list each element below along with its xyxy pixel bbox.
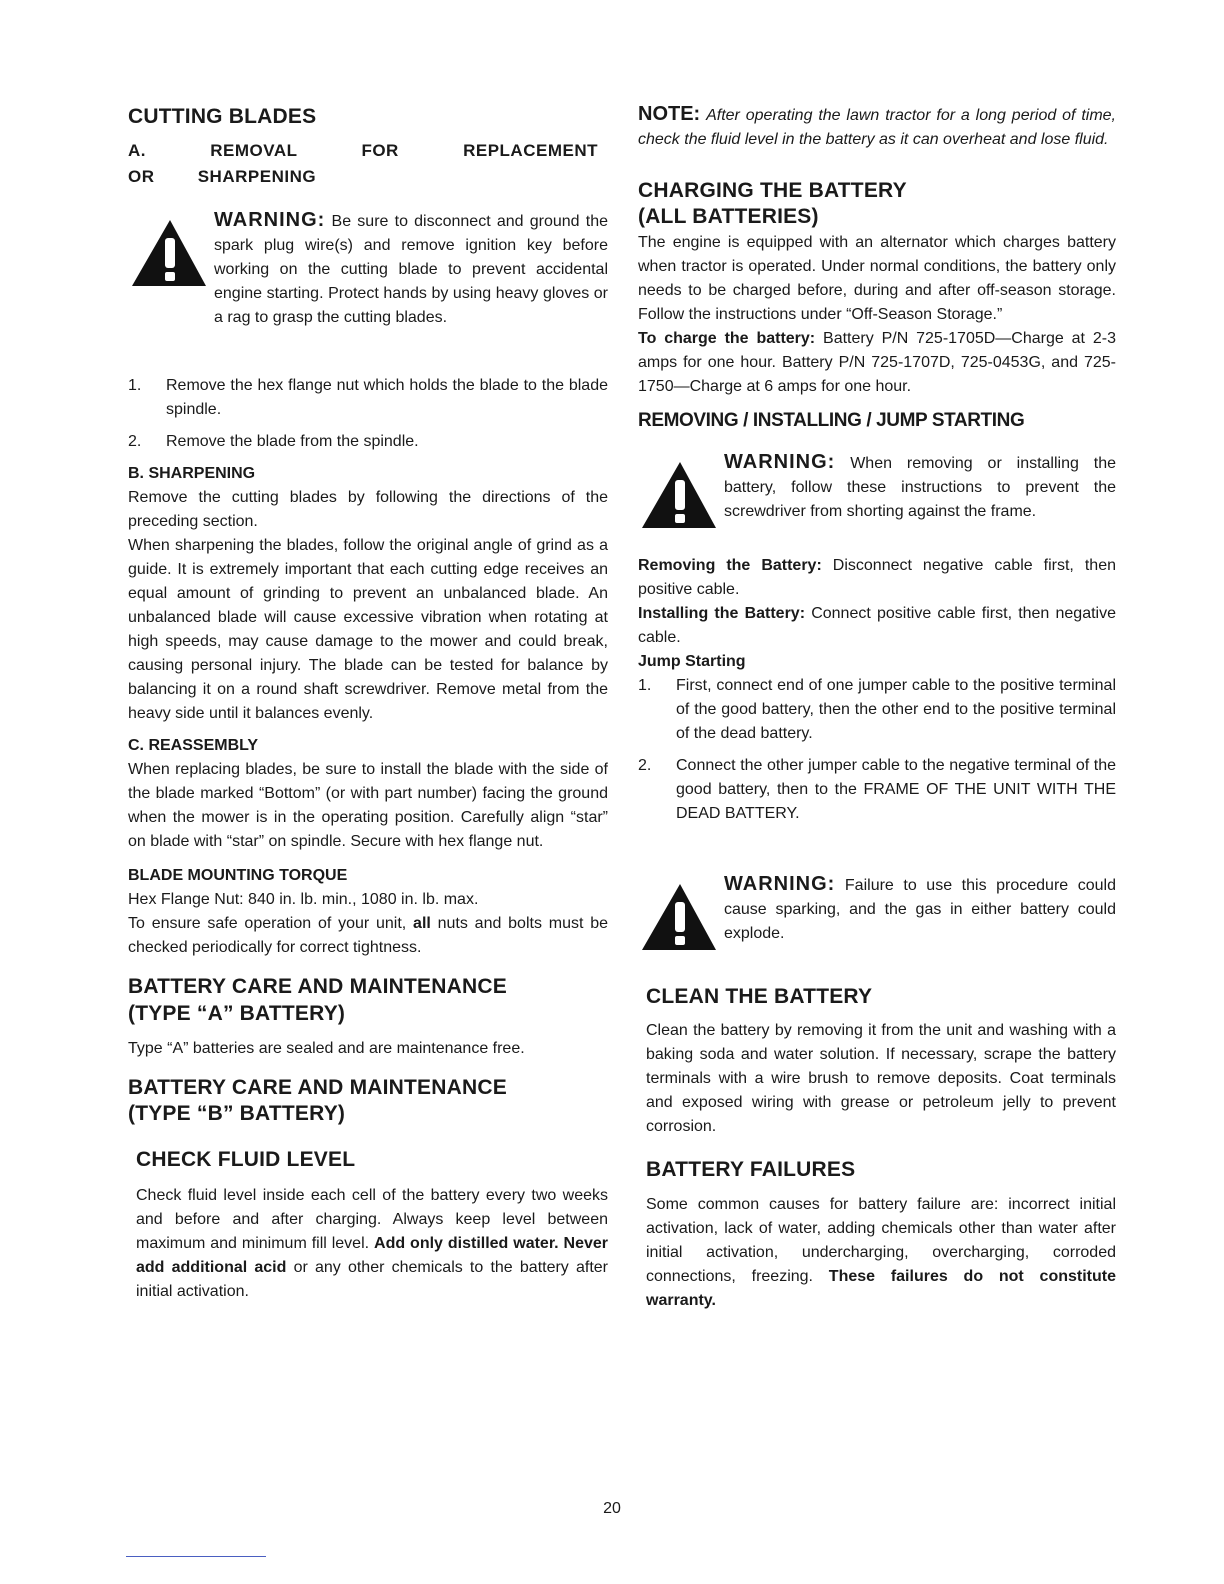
note-block (638, 102, 1116, 152)
removing-battery: Removing the Battery: Disconnect negative cable first, then positive cable. (638, 557, 1116, 599)
list-item: 1. First, connect end of one jumper cable to the positive terminal of the good battery, then the other end to the positive terminal of the dead battery. (638, 677, 1116, 743)
battery-a-text: Type “A” batteries are sealed and are maintenance free. (128, 1039, 525, 1057)
failures-text: Some common causes for battery failure are: incorrect initial activation, lack of water, adding chemicals other than water after initial activation, undercharging, overcharging, corroded connections, freezing. These failures do not constitute warranty. (646, 1195, 1116, 1309)
list-item: 2. Remove the blade from the spindle. (128, 433, 419, 451)
page-number: 20 (603, 1500, 621, 1517)
warning-text: Failure to use this procedure could cause sparking, and the gas in either battery could explode. (724, 877, 1116, 943)
torque-value: Hex Flange Nut: 840 in. lb. min., 1080 in. lb. max. (128, 891, 479, 909)
jump-starting-heading: Jump Starting (638, 653, 746, 671)
installing-battery: Installing the Battery: Connect positive cable first, then negative cable. (638, 605, 1116, 647)
check-fluid-title: CHECK FLUID LEVEL (136, 1148, 356, 1172)
note-label: NOTE: (638, 103, 701, 125)
warning-block-explosion (638, 872, 1116, 952)
warning-label: WARNING: (724, 873, 836, 896)
list-item: 1. Remove the hex flange nut which holds the blade to the blade spindle. (128, 377, 608, 419)
note-text: After operating the lawn tractor for a long period of time, check the fluid level in the battery as it can overheat and lose fluid. (638, 107, 1117, 148)
battery-a-title: BATTERY CARE AND MAINTENANCE (TYPE “A” BATTERY) (128, 975, 507, 1025)
clean-battery-title: CLEAN THE BATTERY (646, 985, 873, 1009)
reassembly-heading: C. REASSEMBLY (128, 737, 259, 755)
fluid-text: Check fluid level inside each cell of the battery every two weeks and before and after charging. Always keep level between maximum and minimum fill level. Add only distilled water. Never add additional acid or any other chemicals to the battery after initial activation. (136, 1186, 609, 1300)
torque-heading: BLADE MOUNTING TORQUE (128, 867, 348, 885)
right-column (638, 102, 1116, 1313)
charging-text: The engine is equipped with an alternator which charges battery when tractor is operated. Under normal conditions, the battery only needs to be charged before, during and after off-season storage. Follow the instructions under “Off-Season Storage.” (638, 233, 1116, 323)
cutting-blades-title: CUTTING BLADES (128, 105, 317, 128)
warning-text: Be sure to disconnect and ground the spark plug wire(s) and remove ignition key before working on the cutting blade to prevent accidental engine starting. Protect hands by using heavy gloves or a rag to grasp the cutting blades. (214, 213, 608, 327)
warning-block-battery (638, 450, 1116, 530)
charge-instructions: To charge the battery: Battery P/N 725-1705D—Charge at 2-3 amps for one hour. Battery P/N 725-1707D, 725-0453G, and 725-1750—Charge at 6 amps for one hour. (638, 329, 1117, 395)
warning-triangle-icon (638, 460, 718, 530)
battery-b-title: BATTERY CARE AND MAINTENANCE (TYPE “B” BATTERY) (128, 1075, 507, 1125)
jump-steps (638, 674, 1116, 826)
removal-heading: A. REMOVAL FOR REPLACEMENT OR SHARPENING (128, 141, 598, 187)
warning-triangle-icon (128, 218, 208, 288)
battery-failures-title: BATTERY FAILURES (646, 1157, 856, 1181)
removal-steps (128, 374, 608, 454)
charging-title: CHARGING THE BATTERY (ALL BATTERIES) (638, 179, 907, 229)
sharpening-heading: B. SHARPENING (128, 465, 256, 483)
clean-text: Clean the battery by removing it from the unit and washing with a baking soda and water solution. If necessary, scrape the battery terminals with a wire brush to remove deposits. Coat terminals and exposed wiring with grease or petroleum jelly to prevent corrosion. (646, 1021, 1116, 1135)
warning-triangle-icon (638, 882, 718, 952)
left-column (128, 102, 608, 1304)
warning-label: WARNING: (214, 209, 326, 232)
warning-label: WARNING: (724, 451, 836, 474)
torque-note: To ensure safe operation of your unit, all nuts and bolts must be checked periodically for correct tightness. (128, 915, 609, 957)
list-item: 2. Connect the other jumper cable to the negative terminal of the good battery, then to the FRAME OF THE UNIT WITH THE DEAD BATTERY. (638, 757, 1116, 823)
reassembly-text: When replacing blades, be sure to install the blade with the side of the blade marked “Bottom” (or with part number) facing the ground when the mower is in the operating position. Carefully align “star” on blade with “star” on spindle. Secure with hex flange nut. (128, 761, 608, 851)
warning-text: When removing or installing the battery, follow these instructions to prevent the screwdriver from shorting against the frame. (724, 455, 1116, 521)
footer-rule (126, 1556, 266, 1557)
sharpening-p1: Remove the cutting blades by following the directions of the preceding section. (128, 489, 608, 531)
sharpening-p2: When sharpening the blades, follow the original angle of grind as a guide. It is extremely important that each cutting edge receives an equal amount of grinding to prevent an unbalanced blade. An unbalanced blade will cause excessive vibration when rotating at high speeds, may cause damage to the mower and could break, causing personal injury. The blade can be tested for balance by balancing it on a round shaft screwdriver. Remove metal from the heavy side until it balances evenly. (128, 537, 608, 723)
removing-installing-title: REMOVING / INSTALLING / JUMP STARTING (638, 409, 1025, 431)
warning-block-blades (128, 208, 608, 330)
